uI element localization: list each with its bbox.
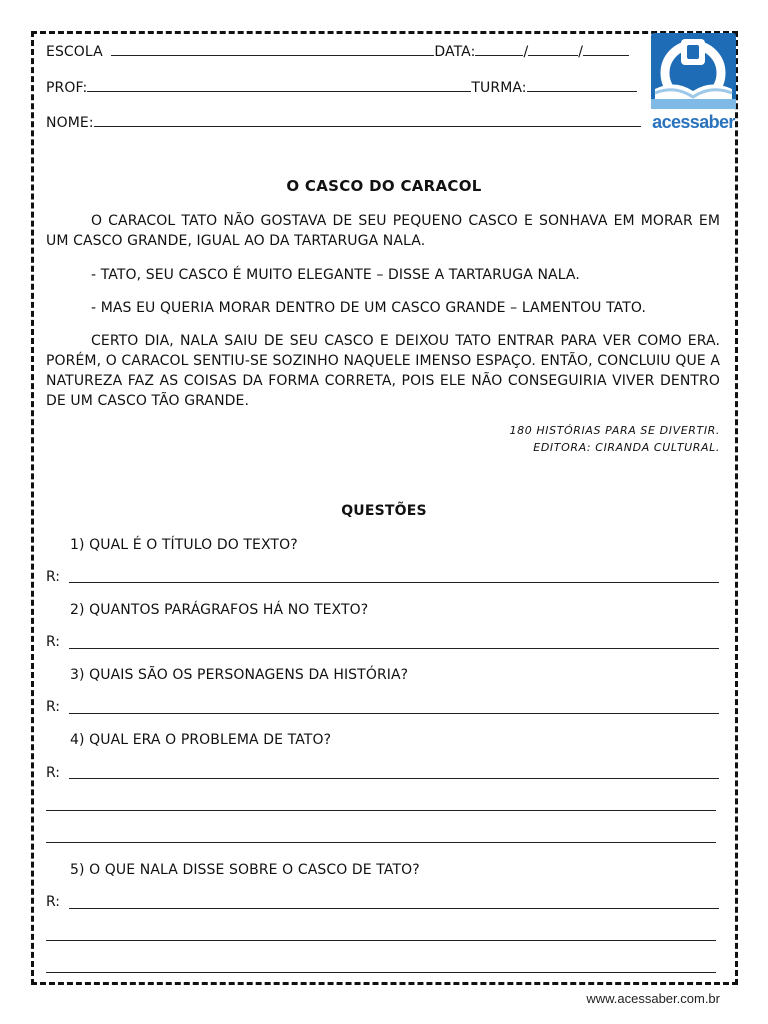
answer-label-5: R: <box>46 894 61 910</box>
brand-logo <box>651 33 736 131</box>
date-month-blank[interactable] <box>528 55 578 56</box>
answer-line-1[interactable] <box>69 582 719 583</box>
reader-with-book-icon <box>651 33 736 109</box>
answer-line-5[interactable] <box>69 908 719 909</box>
teacher-label: PROF: <box>46 80 88 96</box>
answer-label-4: R: <box>46 765 61 781</box>
date-year-blank[interactable] <box>583 55 629 56</box>
logo-wordmark: acessaber <box>652 112 735 132</box>
question-1: 1) QUAL É O TÍTULO DO TEXTO? <box>70 537 298 553</box>
name-label: NOME: <box>46 115 94 131</box>
source-line-1: 180 HISTÓRIAS PARA SE DIVERTIR. <box>509 424 720 437</box>
story-title: O CASCO DO CARACOL <box>286 177 482 195</box>
questions-heading: QUESTÕES <box>341 503 427 519</box>
teacher-field[interactable] <box>46 80 637 96</box>
school-label: ESCOLA <box>46 44 103 60</box>
source-line-2: EDITORA: CIRANDA CULTURAL. <box>533 441 720 454</box>
answer-label-3: R: <box>46 699 61 715</box>
story-paragraph-3: - MAS EU QUERIA MORAR DENTRO DE UM CASCO GRANDE – LAMENTOU TATO. <box>91 300 646 316</box>
date-label: DATA: <box>434 44 476 60</box>
answer-line-4[interactable] <box>69 778 719 779</box>
story-paragraph-4: CERTO DIA, NALA SAIU DE SEU CASCO E DEIXOU TATO ENTRAR PARA VER COMO ERA. PORÉM, O CARACOL SENTIU-SE SOZINHO NAQUELE IMENSO ESPAÇO. ENTÃO, CONCLUIU QUE A NATUREZA FAZ AS COISAS DA FORMA CORRETA, POIS ELE NÃO CONSEGUIRIA VIVER DENTRO DE UM CASCO TÃO GRANDE. <box>46 333 720 409</box>
answer-line-4b[interactable] <box>46 810 716 811</box>
date-day-blank[interactable] <box>475 55 523 56</box>
question-3: 3) QUAIS SÃO OS PERSONAGENS DA HISTÓRIA? <box>70 667 409 683</box>
question-5: 5) O QUE NALA DISSE SOBRE O CASCO DE TATO? <box>70 862 420 878</box>
answer-label-2: R: <box>46 634 61 650</box>
date-separator-2: / <box>578 44 584 60</box>
answer-label-1: R: <box>46 569 61 585</box>
name-blank[interactable] <box>94 126 641 127</box>
answer-line-4c[interactable] <box>46 842 716 843</box>
answer-line-5b[interactable] <box>46 940 716 941</box>
name-field[interactable] <box>46 115 641 131</box>
question-2: 2) QUANTOS PARÁGRAFOS HÁ NO TEXTO? <box>70 602 369 618</box>
question-4: 4) QUAL ERA O PROBLEMA DE TATO? <box>70 732 332 748</box>
answer-line-5c[interactable] <box>46 972 716 973</box>
story-paragraph-1: O CARACOL TATO NÃO GOSTAVA DE SEU PEQUENO CASCO E SONHAVA EM MORAR EM UM CASCO GRANDE, IGUAL AO DA TARTARUGA NALA. <box>46 213 720 249</box>
story-paragraph-2: - TATO, SEU CASCO É MUITO ELEGANTE – DISSE A TARTARUGA NALA. <box>91 267 580 283</box>
answer-line-3[interactable] <box>69 713 719 714</box>
class-blank[interactable] <box>527 91 637 92</box>
footer-url: www.acessaber.com.br <box>586 991 720 1006</box>
answer-line-2[interactable] <box>69 648 719 649</box>
teacher-blank[interactable] <box>87 91 471 92</box>
school-field[interactable] <box>46 44 629 60</box>
class-label: TURMA: <box>471 80 527 96</box>
school-blank[interactable] <box>111 55 434 56</box>
date-separator-1: / <box>523 44 529 60</box>
logo-badge <box>651 33 736 109</box>
